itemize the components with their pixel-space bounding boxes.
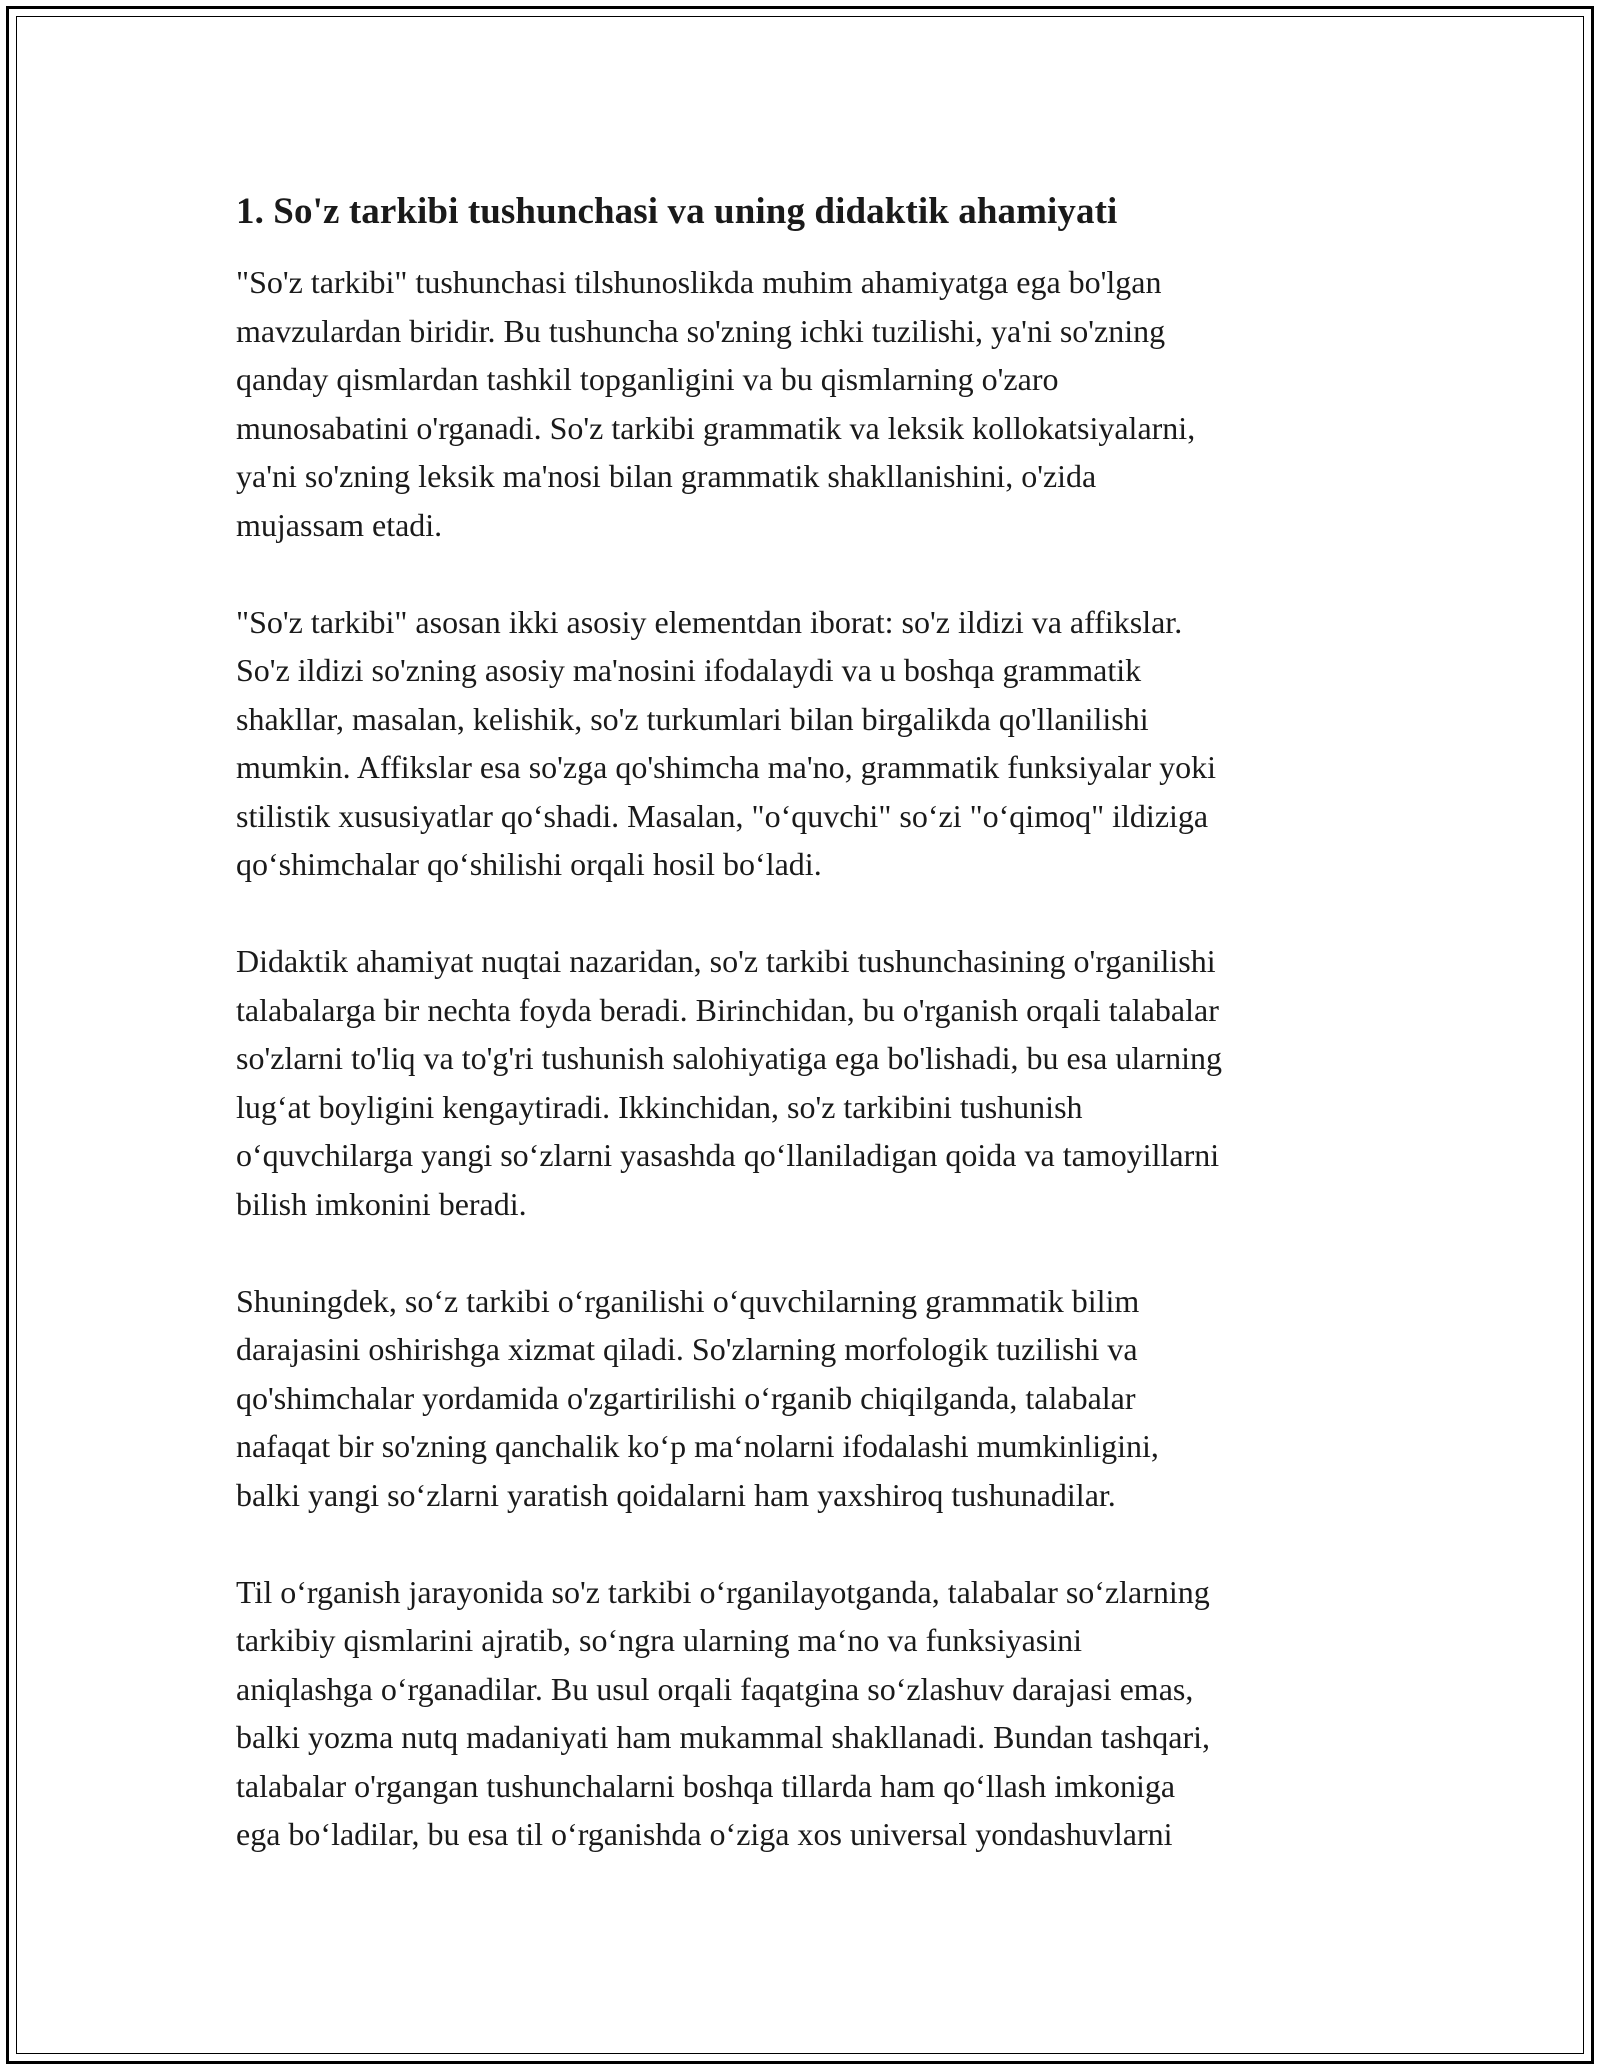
paragraph-5: Til o‘rganish jarayonida so'z tarkibi o‘rganilayotganda, talabalar so‘zlarning tarkibiy qismlarini ajratib, so‘ngra ularning ma‘no va funksiyasini aniqlashga o‘rganadilar. Bu usul orqali faqatgina so‘zlashuv darajasi emas, balki yozma nutq madaniyati ham mukammal shakllanadi. Bundan tashqari, talabalar o'rgangan tushunchalarni boshqa tillarda ham qo‘llash imkoniga ega bo‘ladilar, bu esa til o‘rganishda o‘ziga xos universal yondashuvlarni [236,1573,1210,1852]
paragraph-3: Didaktik ahamiyat nuqtai nazaridan, so'z tarkibi tushunchasining o'rganilishi talabalarga bir nechta foyda beradi. Birinchidan, bu o'rganish orqali talabalar so'zlarni to'liq va to'g'ri tushunish salohiyatiga ega bo'lishadi, bu esa ularning lug‘at boyligini kengaytiradi. Ikkinchidan, so'z tarkibini tushunish o‘quvchilarga yangi so‘zlarni yasashda qo‘llaniladigan qoida va tamoyillarni bilish imkonini beradi. [236,943,1222,1222]
paragraph-4: Shuningdek, so‘z tarkibi o‘rganilishi o‘quvchilarning grammatik bilim darajasini oshirishga xizmat qiladi. So'zlarning morfologik tuzilishi va qo'shimchalar yordamida o'zgartirilishi o‘rganib chiqilganda, talabalar nafaqat bir so'zning qanchalik ko‘p ma‘nolarni ifodalashi mumkinligini, balki yangi so‘zlarni yaratish qoidalarni ham yaxshiroq tushunadilar. [236,1282,1159,1513]
paragraph-1: "So'z tarkibi" tushunchasi tilshunoslikda muhim ahamiyatga ega bo'lgan mavzulardan biridir. Bu tushuncha so'zning ichki tuzilishi, ya'ni so'zning qanday qismlardan tashkil topganligini va bu qismlarning o'zaro munosabatini o'rganadi. So'z tarkibi grammatik va leksik kollokatsiyalarni, ya'ni so'zning leksik ma'nosi bilan grammatik shakllanishini, o'zida mujassam etadi. [236,264,1196,543]
section-heading: 1. So'z tarkibi tushunchasi va uning didaktik ahamiyati [236,191,1118,232]
paragraph-2: "So'z tarkibi" asosan ikki asosiy elementdan iborat: so'z ildizi va affikslar. So'z ildizi so'zning asosiy ma'nosini ifodalaydi va u boshqa grammatik shakllar, masalan, kelishik, so'z turkumlari bilan birgalikda qo'llanilishi mumkin. Affikslar esa so'zga qo'shimcha ma'no, grammatik funksiyalar yoki stilistik xususiyatlar qo‘shadi. Masalan, "o‘quvchi" so‘zi "o‘qimoq" ildiziga qo‘shimchalar qo‘shilishi orqali hosil bo‘ladi. [236,603,1217,882]
document-body [236,186,1386,1907]
